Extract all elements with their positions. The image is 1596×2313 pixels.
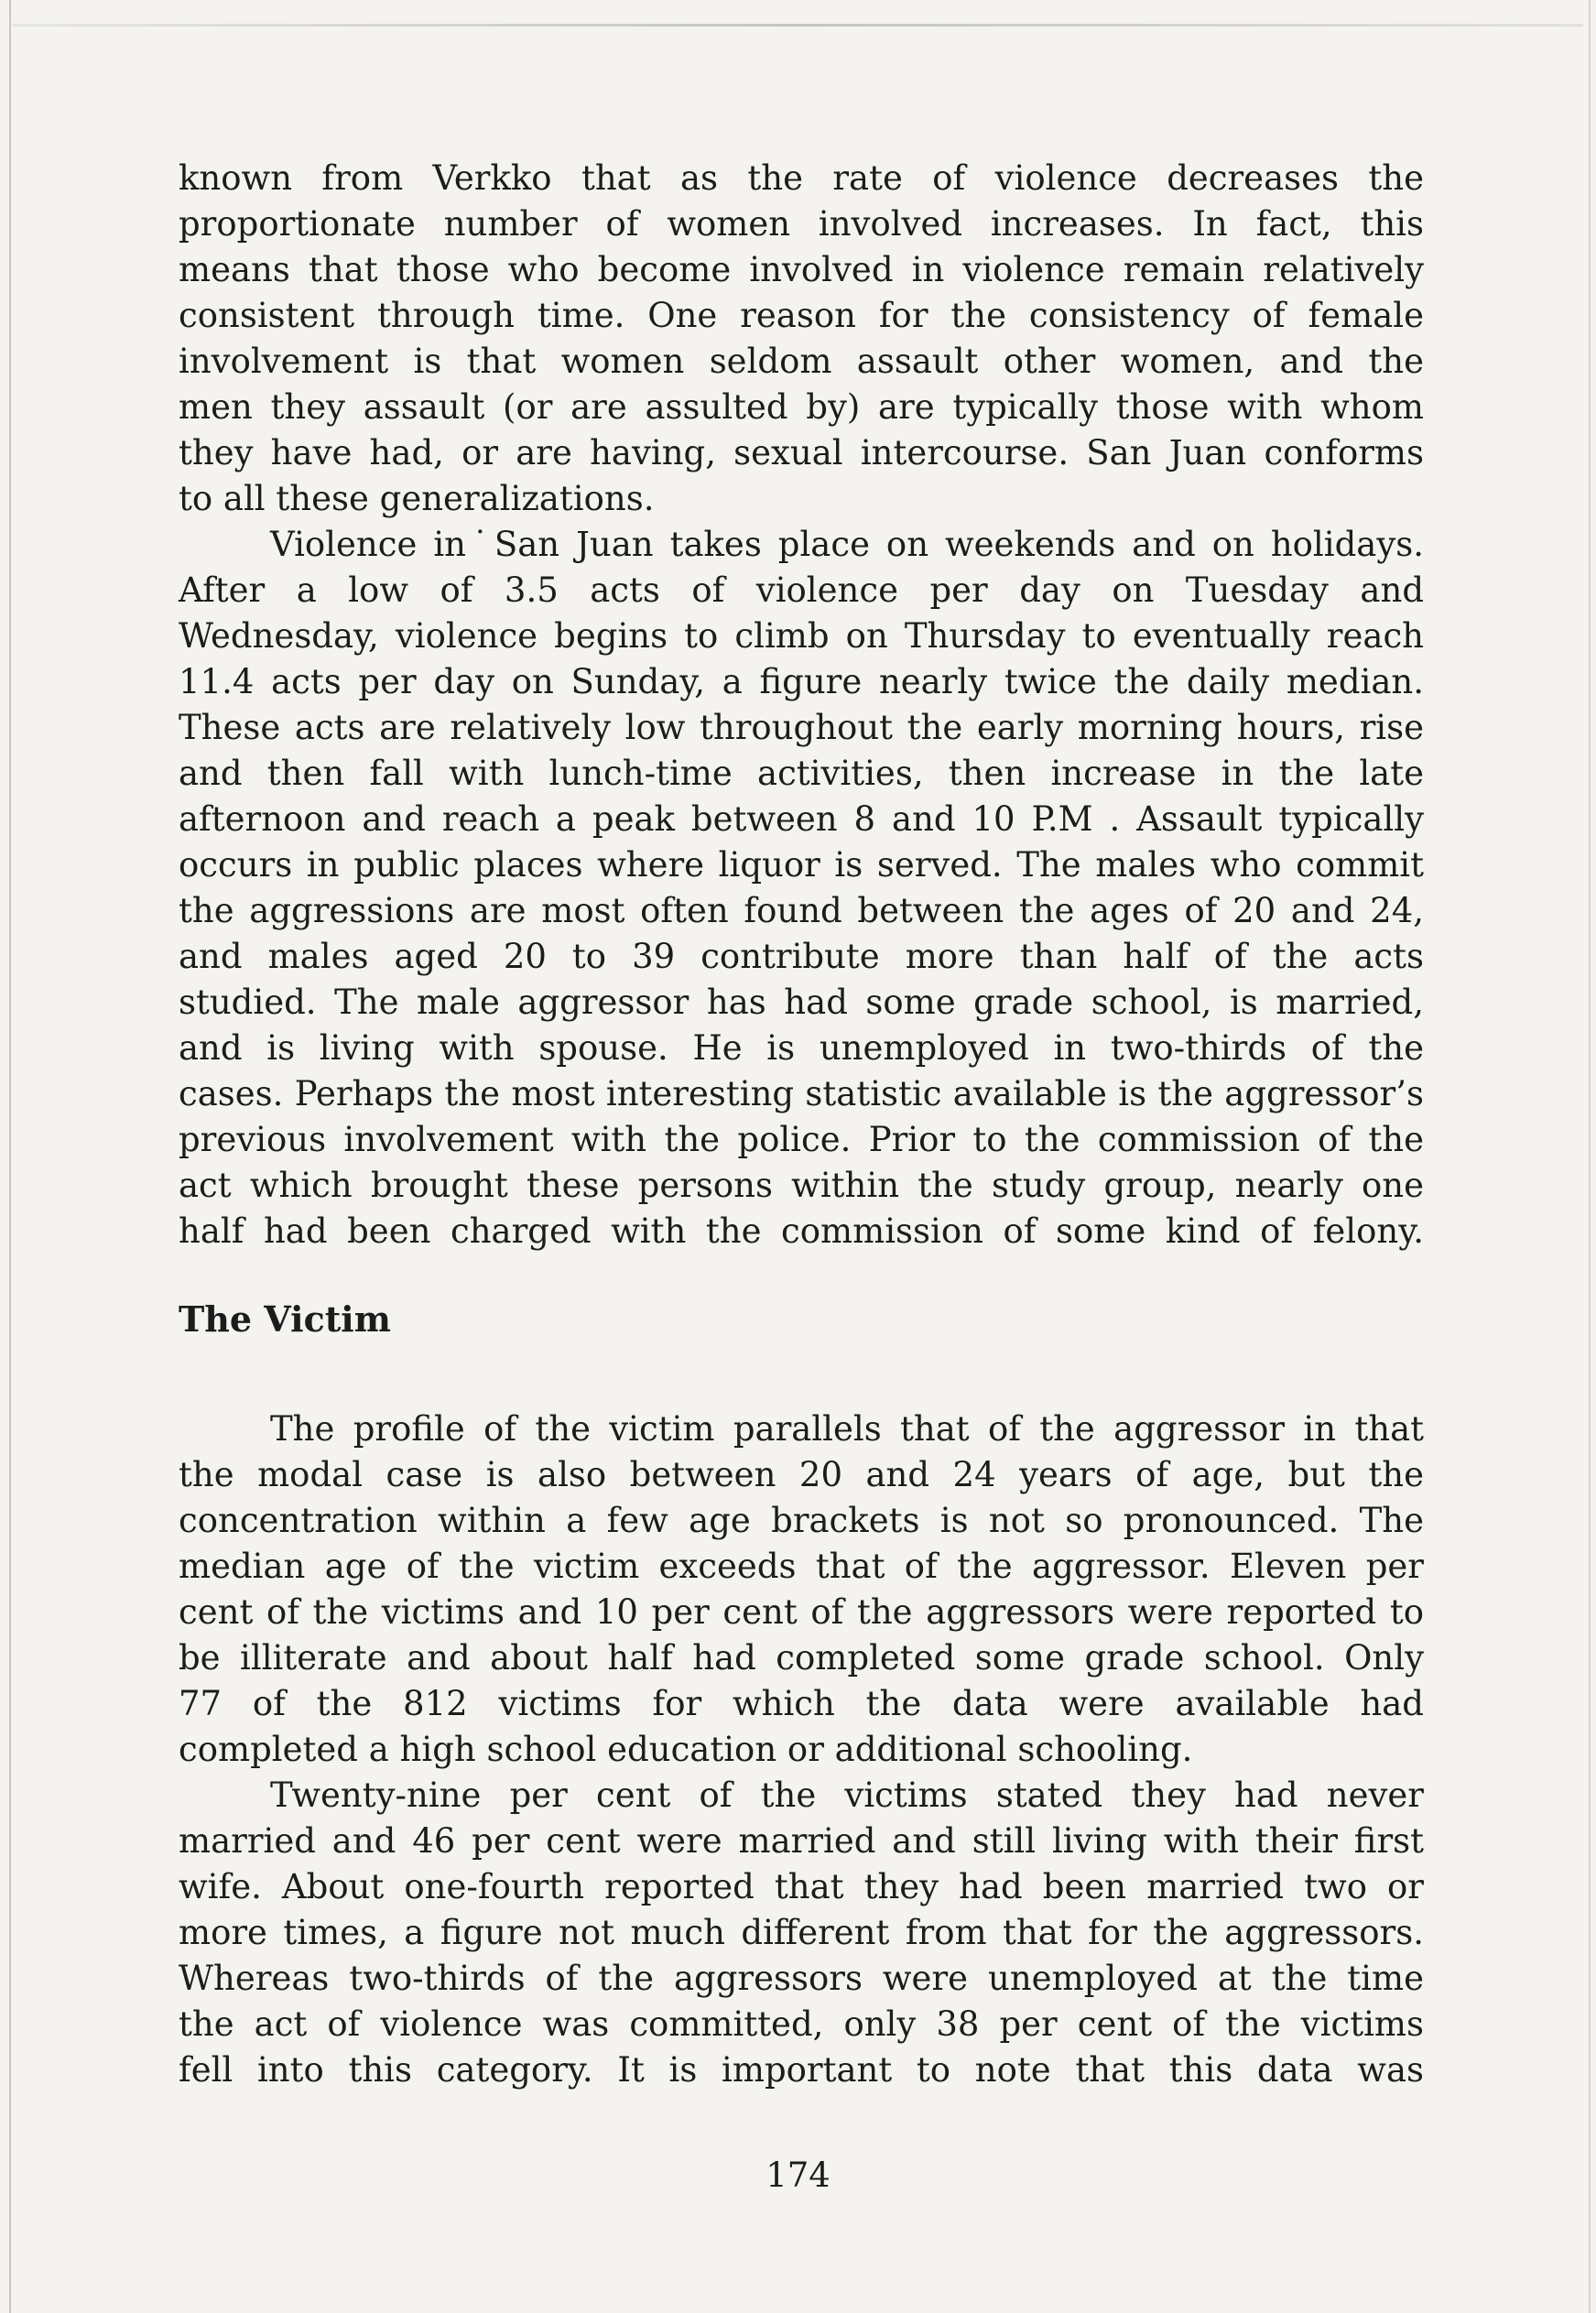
text-line: known from Verkko that as the rate of violence decreases the bbox=[179, 158, 1424, 198]
text-line: cent of the victims and 10 per cent of the aggressors were reported to bbox=[179, 1592, 1424, 1632]
text-line: previous involvement with the police. Prior to the commission of the bbox=[179, 1120, 1424, 1159]
text-line: married and 46 per cent were married and still living with their first bbox=[179, 1821, 1424, 1861]
page-top-edge bbox=[13, 24, 1583, 27]
page-number: 174 bbox=[765, 2156, 831, 2195]
text-line: fell into this category. It is important to note that this data was bbox=[179, 2050, 1424, 2090]
text-line: 11.4 acts per day on Sunday, a figure nearly twice the daily median. bbox=[179, 662, 1424, 701]
text-line: After a low of 3.5 acts of violence per day on Tuesday and bbox=[179, 570, 1424, 610]
text-line: occurs in public places where liquor is served. The males who commit bbox=[179, 845, 1424, 885]
section-1-text bbox=[179, 156, 1424, 1254]
text-line: The profile of the victim parallels that of the aggressor in that bbox=[270, 1409, 1424, 1449]
page-left-edge bbox=[9, 0, 11, 2313]
text-line: Violence in˙San Juan takes place on weekends and on holidays. bbox=[270, 525, 1424, 564]
text-line: the act of violence was committed, only 38 per cent of the victims bbox=[179, 2004, 1424, 2044]
text-line: Whereas two-thirds of the aggressors were unemployed at the time bbox=[179, 1959, 1424, 1998]
text-line: half had been charged with the commission of some kind of felony. bbox=[179, 1211, 1424, 1251]
page-right-edge bbox=[1589, 0, 1591, 2313]
text-line: be illiterate and about half had completed some grade school. Only bbox=[179, 1638, 1424, 1678]
text-line: Wednesday, violence begins to climb on Thursday to eventually reach bbox=[179, 616, 1424, 656]
text-line: cases. Perhaps the most interesting statistic available is the aggressor’s bbox=[179, 1074, 1424, 1113]
text-line: and is living with spouse. He is unemployed in two-thirds of the bbox=[179, 1028, 1424, 1068]
section-2-text bbox=[179, 1406, 1424, 2093]
section-heading: The Victim bbox=[179, 1298, 391, 1340]
text-line: and then fall with lunch-time activities, then increase in the late bbox=[179, 754, 1424, 793]
text-line: they have had, or are having, sexual intercourse. San Juan conforms bbox=[179, 433, 1424, 472]
text-line: completed a high school education or additional schooling. bbox=[179, 1730, 1193, 1769]
text-line: These acts are relatively low throughout the early morning hours, rise bbox=[179, 708, 1424, 747]
text-line: consistent through time. One reason for the consistency of female bbox=[179, 296, 1424, 335]
text-line: means that those who become involved in violence remain relatively bbox=[179, 250, 1424, 289]
text-line: act which brought these persons within the study group, nearly one bbox=[179, 1166, 1424, 1205]
text-line: the aggressions are most often found between the ages of 20 and 24, bbox=[179, 891, 1424, 930]
text-line: more times, a figure not much different from that for the aggressors. bbox=[179, 1913, 1424, 1952]
text-line: afternoon and reach a peak between 8 and 10 P.M . Assault typically bbox=[179, 799, 1424, 839]
text-line: Twenty-nine per cent of the victims stated they had never bbox=[270, 1775, 1424, 1815]
text-line: men they assault (or are assulted by) are typically those with whom bbox=[179, 387, 1424, 427]
text-line: involvement is that women seldom assault other women, and the bbox=[179, 342, 1424, 381]
text-line: concentration within a few age brackets is not so pronounced. The bbox=[179, 1501, 1424, 1540]
text-line: studied. The male aggressor has had some grade school, is married, bbox=[179, 983, 1424, 1022]
text-line: 77 of the 812 victims for which the data were available had bbox=[179, 1684, 1424, 1723]
text-line: proportionate number of women involved increases. In fact, this bbox=[179, 204, 1424, 244]
text-line: the modal case is also between 20 and 24 years of age, but the bbox=[179, 1455, 1424, 1494]
text-line: median age of the victim exceeds that of the aggressor. Eleven per bbox=[179, 1547, 1424, 1586]
text-line: wife. About one-fourth reported that they had been married two or bbox=[179, 1867, 1424, 1906]
text-line: to all these generalizations. bbox=[179, 479, 655, 518]
text-line: and males aged 20 to 39 contribute more than half of the acts bbox=[179, 937, 1424, 976]
